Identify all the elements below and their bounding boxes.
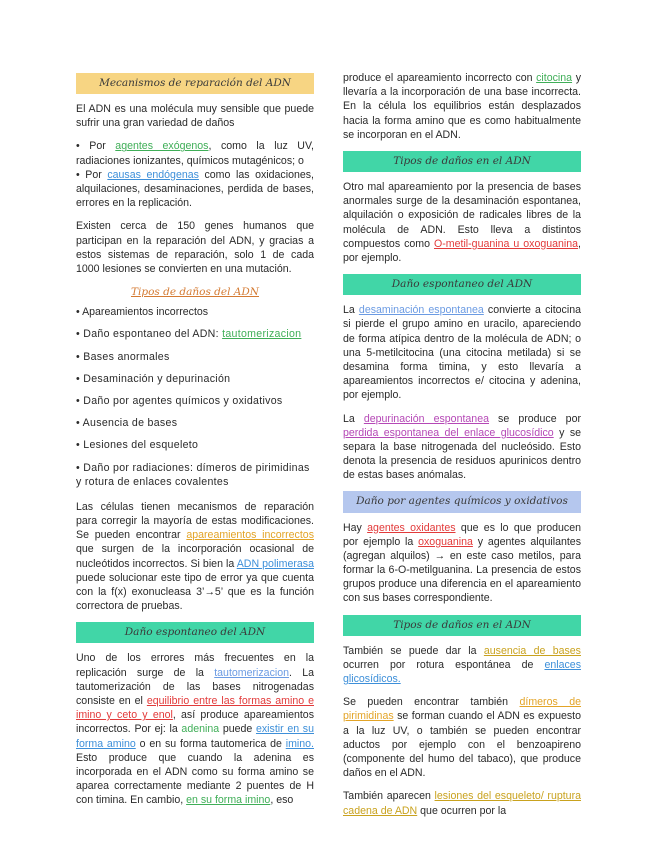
text: , eso: [270, 794, 294, 807]
subheading-tipos-danos: Tipos de daños del ADN: [130, 286, 259, 299]
section-header-mecanismos: Mecanismos de reparación del ADN: [76, 73, 314, 94]
text: . La tautomerización de las bases nitrogenadas consiste en el: [76, 666, 315, 707]
cells-paragraph: [76, 500, 314, 614]
list-item: • Daño por radiaciones: dímeros de pirimidinas y rotura de enlaces covalentes: [76, 461, 310, 488]
list-item: • Daño por agentes químicos y oxidativos: [76, 394, 283, 407]
depurinacion-paragraph: [343, 412, 581, 483]
link-citocina[interactable]: citocina: [536, 72, 573, 84]
right-column: [343, 71, 581, 827]
link-tautomerizacion[interactable]: tautomerizacion: [214, 666, 290, 679]
text: puede solucionar este tipo de error ya que cuenta con la f(x) exonucleasa 3’→5’ que es la función correctora de pruebas.: [76, 571, 314, 613]
link-tautomerizacion[interactable]: tautomerizacion: [222, 328, 302, 341]
text: Hay: [343, 521, 368, 534]
ausencia-paragraph: [343, 644, 581, 687]
bullet-exogenos: [76, 139, 314, 167]
text: Se pueden encontrar también: [343, 696, 520, 709]
link-desaminacion-espontanea[interactable]: desaminación espontanea: [358, 304, 484, 317]
section-header-tipos-danos-2: Tipos de daños en el ADN: [343, 615, 581, 636]
text: se forman cuando el ADN es expuesto a la luz UV, o también se pueden encontrar aductos por ejemplo con el benzoapireno (componente del humo del tabaco), que produce daños en el ADN.: [343, 710, 581, 780]
text: , por ejemplo.: [343, 237, 581, 264]
link-dimeros-pirimidinas[interactable]: dímeros de pirimidinas: [343, 696, 581, 723]
list-item: • Apareamientos incorrectos: [76, 306, 209, 319]
link-adn-polimerasa[interactable]: ADN polimerasa: [236, 557, 314, 570]
text: Uno de los errores más frecuentes en la replicación surge de la: [76, 652, 314, 679]
link-causas-endogenas[interactable]: causas endógenas: [107, 168, 199, 181]
link-apareamientos-incorrectos[interactable]: apareamientos incorrectos: [186, 529, 314, 542]
text: • Por: [76, 140, 116, 153]
list-item: • Lesiones del esqueleto: [76, 439, 199, 452]
text: , como la luz UV, radiaciones ionizantes, químicos mutagénicos; o: [76, 140, 314, 167]
text: que es lo que producen por ejemplo la: [343, 521, 581, 548]
text: La: [343, 412, 364, 425]
text: • Por: [76, 168, 108, 181]
oxidantes-paragraph: [343, 521, 581, 606]
text: produce el apareamiento incorrecto con: [343, 72, 537, 84]
link-oxoguanina[interactable]: oxoguanina: [418, 535, 473, 548]
desaminacion-paragraph: [343, 303, 581, 402]
link-forma-imino[interactable]: en su forma imino: [186, 794, 271, 807]
left-column: [76, 66, 314, 817]
link-ausencia-bases[interactable]: ausencia de bases: [483, 644, 581, 657]
link-depurinacion-espontanea[interactable]: depurinación espontanea: [363, 412, 489, 425]
section-header-tipos-danos: Tipos de daños en el ADN: [343, 151, 581, 172]
text: También se puede dar la: [343, 644, 484, 657]
text: y se separa la base nitrogenada del nucleósido. Esto denota la presencia de residuos apurinicos dentro de estas bases anómalas.: [343, 426, 582, 482]
continuation-paragraph: [343, 71, 581, 142]
list-item: • Ausencia de bases: [76, 417, 178, 430]
text: o en su forma tautomerica de: [135, 737, 286, 750]
text: y llevaría a la incorporación de una base incorrecta. En la célula los equilibrios están desplazados hacia la forma amino que es como habitualmente se incorporan en el ADN.: [343, 72, 581, 141]
bullet-endogenas: [76, 168, 314, 211]
link-agentes-exogenos[interactable]: agentes exógenos: [115, 140, 209, 153]
text: que surgen de la incorporación ocasional de nucleótidos incorrectos. Si bien la: [76, 543, 314, 570]
otro-apareamiento-paragraph: [343, 180, 581, 265]
section-header-agentes-quimicos: Daño por agentes químicos y oxidativos: [343, 491, 581, 512]
link-perdida-enlace[interactable]: perdida espontanea del enlace glucosídico: [343, 426, 554, 439]
link-lesiones-esqueleto[interactable]: lesiones del esqueleto/ ruptura cadena de ADN: [343, 790, 581, 817]
text: que ocurren por la: [417, 804, 507, 817]
text: se produce por: [488, 412, 581, 425]
text: y agentes alquilantes (agregan alquilos) → en este caso metilos, para formar la 6-O-metilguanina. La presencia de estos grupos produce una diferencia en el apareamiento con sus bases correspondiente.: [343, 535, 581, 605]
link-imino[interactable]: imino.: [285, 737, 314, 750]
text: La: [343, 304, 359, 317]
link-forma-amino[interactable]: existir en su forma amino: [76, 723, 314, 750]
link-equilibrio[interactable]: equilibrio entre las formas amino e imino y ceto y enol: [76, 695, 314, 722]
text: Esto produce que cuando la adenina es incorporada en el ADN como su forma amino se aparea correctamente mediante 2 puentes de H con timina. En cambio,: [76, 751, 314, 807]
lesiones-paragraph: [343, 789, 581, 817]
text: , así produce apareamientos incorrectos. Por ej: la: [76, 709, 314, 736]
link-enlaces-glicosidicos[interactable]: enlaces glicosídicos.: [343, 658, 581, 686]
section-header-danio-espontaneo: Daño espontaneo del ADN: [343, 274, 581, 295]
list-item: [76, 327, 314, 341]
link-o-metil-guanina[interactable]: O-metil-guanina u oxoguanina: [434, 237, 579, 250]
list-item: • Bases anormales: [76, 350, 170, 363]
intro-paragraph: El ADN es una molécula muy sensible que puede sufrir una gran variedad de daños: [76, 103, 314, 130]
text: como las oxidaciones, alquilaciones, desaminaciones, perdida de bases, errores en la replicación.: [76, 168, 314, 210]
dimeros-paragraph: [343, 695, 581, 780]
list-item: • Desaminación y depurinación: [76, 372, 231, 385]
text: Las células tienen mecanismos de reparación para corregir la mayoría de estas modificaciones. Se pueden encontrar: [76, 500, 314, 542]
text: • Daño espontaneo del ADN:: [76, 328, 223, 341]
genes-paragraph: Existen cerca de 150 genes humanos que participan en la reparación del ADN, y gracias a estos sistemas de reparación, solo 1 de cada 1000 lesiones se convierten en una mutación.: [76, 220, 314, 275]
text: También aparecen: [343, 790, 435, 803]
link-agentes-oxidantes[interactable]: agentes oxidantes: [367, 521, 456, 534]
tautomerizacion-paragraph: [76, 651, 314, 807]
text: ocurren por rotura espontánea de: [343, 658, 545, 671]
text: Otro mal apareamiento por la presencia de bases anormales surge de la desaminación espontanea, alquilación o exposición de radicales libres de la molécula de ADN. Esto lleva a distintos compuestos como: [343, 181, 581, 250]
section-header-danio-espontaneo: Daño espontaneo del ADN: [76, 622, 314, 643]
text: convierte a citocina si pierde el grupo amino en uracilo, apareciendo de forma atípica dentro de la molécula de ADN; o una 5-metilcitocina (una citocina metilada) si se desamina forma timina, y esto llevaría a apareamientos incorrectos e/ citocina y adenina, por ejemplo.: [343, 304, 581, 402]
link-adenina[interactable]: adenina: [181, 723, 220, 736]
text: puede: [219, 723, 256, 736]
